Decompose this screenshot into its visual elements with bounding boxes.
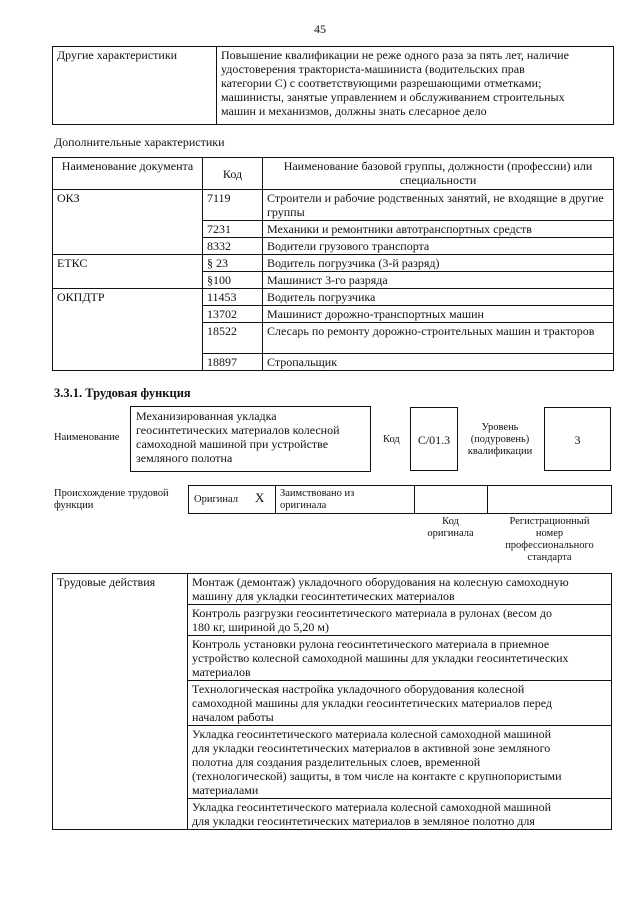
name-cell: Строители и рабочие родственных занятий, не входящие в другие группы: [263, 190, 614, 221]
borrowed-label: Заимствовано из оригинала: [280, 488, 355, 511]
code-cell: 18897: [203, 354, 263, 371]
code-value-box: C/01.3: [410, 407, 458, 471]
name-cell: Слесарь по ремонту дорожно-строительных машин и тракторов: [263, 323, 614, 354]
table-row: [53, 190, 614, 221]
labor-actions-table: [52, 573, 612, 830]
level-label: Уровень (подуровень) квалификации: [467, 422, 533, 457]
code-cell: § 23: [203, 255, 263, 272]
origin-box: [188, 485, 612, 514]
origin-divider: [414, 485, 415, 514]
doc-okpdtr: ОКПДТР: [53, 289, 203, 371]
original-mark: X: [255, 490, 265, 505]
level-value-box: 3: [544, 407, 611, 471]
origin-label: Происхождение трудовой функции: [54, 488, 169, 511]
table-header-row: [53, 158, 614, 190]
name-cell: Водитель погрузчика: [263, 289, 614, 306]
code-label: Код: [383, 434, 400, 445]
other-characteristics-text: Повышение квалификации не реже одного раза за пять лет, наличие удостоверения тракториста-машиниста (водительских прав категории C) с соответствующими разрешающими отметками; машинисты, занятые управлением и обслуживанием строительных машин и механизмов, должны знать слесарное дело: [217, 47, 614, 125]
name-cell: Стропальщик: [263, 354, 614, 371]
name-cell: Водитель погрузчика (3-й разряд): [263, 255, 614, 272]
other-characteristics-label: Другие характеристики: [53, 47, 217, 125]
header-name: Наименование базовой группы, должности (профессии) или специальности: [263, 158, 614, 190]
code-cell: 11453: [203, 289, 263, 306]
function-name-label: Наименование: [54, 432, 120, 443]
page-number: 45: [314, 22, 326, 36]
labor-actions-label: Трудовые действия: [53, 574, 188, 830]
section-title: 3.3.1. Трудовая функция: [54, 386, 191, 400]
table-row: [53, 255, 614, 272]
reg-number-caption: Регистрационный номер профессионального стандарта: [505, 516, 594, 563]
code-cell: 8332: [203, 238, 263, 255]
additional-characteristics-title: Дополнительные характеристики: [54, 135, 225, 149]
code-cell: §100: [203, 272, 263, 289]
doc-okz: ОКЗ: [53, 190, 203, 255]
code-original-caption: Код оригинала: [427, 516, 474, 539]
action-item: Укладка геосинтетического материала колесной самоходной машиной для укладки геосинтетических материалов в активной зоне земляного полотна для создания разделительных слоев, временной (технологической) защиты, в том числе на контакте с крупнопористыми материалами: [188, 726, 612, 799]
header-code: Код: [203, 158, 263, 190]
action-item: Монтаж (демонтаж) укладочного оборудования на колесную самоходную машину для укладки геосинтетических материалов: [188, 574, 612, 605]
code-cell: 18522: [203, 323, 263, 354]
origin-divider: [275, 485, 276, 514]
original-label: Оригинал: [194, 494, 238, 505]
additional-characteristics-table: [52, 157, 614, 371]
name-cell: Механики и ремонтники автотранспортных средств: [263, 221, 614, 238]
code-cell: 13702: [203, 306, 263, 323]
function-name-box: Механизированная укладка геосинтетических материалов колесной самоходной машиной при устройстве земляного полотна: [130, 406, 371, 472]
name-cell: Машинист дорожно-транспортных машин: [263, 306, 614, 323]
header-document: Наименование документа: [53, 158, 203, 190]
other-characteristics-table: [52, 46, 614, 125]
table-row: [53, 574, 612, 605]
action-item: Укладка геосинтетического материала колесной самоходной машиной для укладки геосинтетических материалов в земляное полотно для: [188, 799, 612, 830]
action-item: Контроль установки рулона геосинтетического материала в приемное устройство колесной самоходной машины для укладки геосинтетических материалов: [188, 636, 612, 681]
code-cell: 7119: [203, 190, 263, 221]
action-item: Технологическая настройка укладочного оборудования колесной самоходной машины для укладки геосинтетических материалов перед началом работы: [188, 681, 612, 726]
doc-etks: ЕТКС: [53, 255, 203, 289]
name-cell: Водители грузового транспорта: [263, 238, 614, 255]
code-cell: 7231: [203, 221, 263, 238]
origin-divider: [487, 485, 488, 514]
name-cell: Машинист 3-го разряда: [263, 272, 614, 289]
table-row: [53, 289, 614, 306]
action-item: Контроль разгрузки геосинтетического материала в рулонах (весом до 180 кг, шириной до 5,20 м): [188, 605, 612, 636]
